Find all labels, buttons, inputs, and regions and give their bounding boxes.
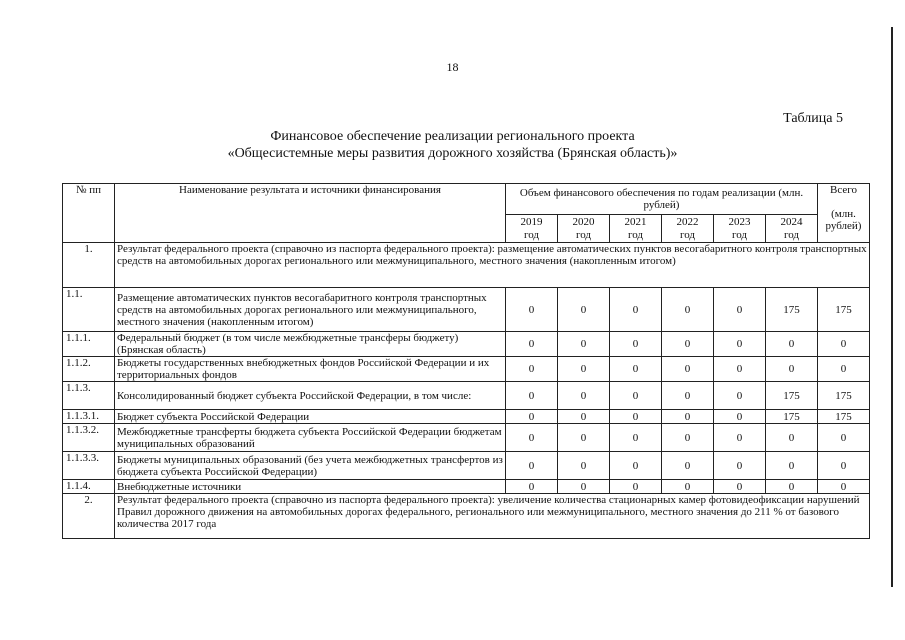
row-number: 2. [63, 494, 115, 539]
year-value-cell: 175 [766, 410, 818, 424]
header-volume: Объем финансового обеспечения по годам реализации (млн. рублей) [506, 184, 818, 215]
year-value-cell: 0 [766, 424, 818, 452]
year-value-cell: 0 [610, 332, 662, 357]
year-value-cell: 0 [558, 357, 610, 382]
row-number: 1.1. [63, 288, 115, 332]
year-value-cell: 0 [506, 452, 558, 480]
year-header-cell [662, 215, 714, 243]
row-name: Бюджеты государственных внебюджетных фондов Российской Федерации и их территориальных фондов [115, 357, 506, 382]
header-name: Наименование результата и источники финансирования [115, 184, 506, 243]
row-name: Бюджет субъекта Российской Федерации [115, 410, 506, 424]
year-value: 2019 [520, 215, 543, 228]
year-value-cell: 0 [610, 288, 662, 332]
scan-edge-bar [891, 27, 893, 587]
row-number: 1.1.2. [63, 357, 115, 382]
year-value-cell: 0 [610, 480, 662, 494]
title-line-1: Финансовое обеспечение реализации регионального проекта [270, 129, 635, 144]
year-unit: год [783, 228, 800, 241]
total-cell: 0 [818, 424, 870, 452]
year-unit: год [731, 228, 748, 241]
row-number: 1.1.3.3. [63, 452, 115, 480]
table-row [63, 332, 870, 357]
total-cell: 0 [818, 452, 870, 480]
year-value-cell: 0 [766, 452, 818, 480]
year-value: 2023 [728, 215, 751, 228]
year-value-cell: 0 [714, 288, 766, 332]
row-number: 1.1.3. [63, 382, 115, 410]
year-value-cell: 0 [766, 357, 818, 382]
year-value-cell: 0 [714, 382, 766, 410]
table-row [63, 243, 870, 288]
year-value-cell: 0 [662, 410, 714, 424]
year-value-cell: 0 [506, 424, 558, 452]
year-value-cell: 0 [558, 332, 610, 357]
year-value-cell: 0 [714, 452, 766, 480]
year-header-cell [610, 215, 662, 243]
year-value-cell: 0 [662, 288, 714, 332]
table-row [63, 410, 870, 424]
year-unit: год [523, 228, 540, 241]
year-value-cell: 0 [558, 288, 610, 332]
year-value-cell: 0 [662, 424, 714, 452]
year-header-cell [506, 215, 558, 243]
row-name: Консолидированный бюджет субъекта Российской Федерации, в том числе: [115, 382, 506, 410]
table-row [63, 452, 870, 480]
table-row [63, 357, 870, 382]
row-name: Федеральный бюджет (в том числе межбюджетные трансферы бюджету) (Брянская область) [115, 332, 506, 357]
year-value-cell: 0 [662, 480, 714, 494]
total-cell: 0 [818, 480, 870, 494]
year-value-cell: 0 [558, 452, 610, 480]
year-value-cell: 0 [714, 357, 766, 382]
year-header-cell [766, 215, 818, 243]
year-value-cell: 0 [558, 382, 610, 410]
row-number: 1.1.3.1. [63, 410, 115, 424]
row-number: 1.1.4. [63, 480, 115, 494]
total-cell: 175 [818, 288, 870, 332]
year-value-cell: 0 [714, 480, 766, 494]
row-number: 1. [63, 243, 115, 288]
page-number: 18 [446, 60, 459, 74]
table-row [63, 480, 870, 494]
table-row [63, 494, 870, 539]
row-number: 1.1.3.2. [63, 424, 115, 452]
year-value-cell: 0 [506, 480, 558, 494]
header-total [818, 184, 870, 243]
year-value-cell: 0 [662, 382, 714, 410]
year-value: 2021 [624, 215, 647, 228]
row-name: Внебюджетные источники [115, 480, 506, 494]
year-unit: год [627, 228, 644, 241]
year-value-cell: 0 [610, 382, 662, 410]
year-value: 2024 [780, 215, 803, 228]
total-cell: 0 [818, 332, 870, 357]
header-total-line2: (млн. рублей) [825, 208, 862, 232]
year-value-cell: 0 [610, 410, 662, 424]
year-value-cell: 0 [506, 357, 558, 382]
year-value-cell: 0 [714, 410, 766, 424]
table-row [63, 288, 870, 332]
year-value-cell: 0 [610, 452, 662, 480]
year-value-cell: 0 [506, 410, 558, 424]
year-value: 2022 [676, 215, 699, 228]
year-value-cell: 0 [558, 410, 610, 424]
row-number: 1.1.1. [63, 332, 115, 357]
result-description: Результат федерального проекта (справочно из паспорта федерального проекта): размещение автоматических пунктов весогабаритного контроля транспортных средств на автомобильных дорогах регионального или межмуниципального, местного значения (накопленным итогом) [115, 243, 870, 288]
financing-table [62, 183, 870, 539]
year-unit: год [679, 228, 696, 241]
year-unit: год [575, 228, 592, 241]
year-value-cell: 0 [662, 452, 714, 480]
year-value-cell: 0 [766, 332, 818, 357]
table-label: Таблица 5 [783, 111, 843, 126]
year-value-cell: 0 [506, 382, 558, 410]
year-value-cell: 0 [610, 424, 662, 452]
year-value-cell: 0 [610, 357, 662, 382]
row-name: Межбюджетные трансферты бюджета субъекта Российской Федерации бюджетам муниципальных образований [115, 424, 506, 452]
year-value-cell: 0 [662, 332, 714, 357]
year-value-cell: 0 [558, 424, 610, 452]
table-row [63, 424, 870, 452]
title-line-2: «Общесистемные меры развития дорожного хозяйства (Брянская область)» [227, 146, 678, 161]
header-num: № пп [63, 184, 115, 243]
result-description: Результат федерального проекта (справочно из паспорта федерального проекта): увеличение количества стационарных камер фотовидеофиксации нарушений Правил дорожного движения на автомобильных дорогах федерального, регионального или межмуниципального, местного значения до 211 % от базового количества 2017 года [115, 494, 870, 539]
year-value-cell: 0 [714, 424, 766, 452]
total-cell: 0 [818, 357, 870, 382]
year-value-cell: 0 [506, 288, 558, 332]
year-value-cell: 0 [506, 332, 558, 357]
total-cell: 175 [818, 382, 870, 410]
year-value-cell: 0 [714, 332, 766, 357]
year-value: 2020 [572, 215, 595, 228]
document-title [0, 128, 905, 162]
table-body [63, 243, 870, 539]
year-value-cell: 175 [766, 288, 818, 332]
table-row [63, 382, 870, 410]
row-name: Размещение автоматических пунктов весогабаритного контроля транспортных средств на автомобильных дорогах регионального или межмуниципального, местного значения (накопленным итогом) [115, 288, 506, 332]
header-total-line1: Всего [830, 184, 857, 196]
year-value-cell: 0 [662, 357, 714, 382]
year-value-cell: 0 [558, 480, 610, 494]
year-value-cell: 0 [766, 480, 818, 494]
year-header-cell [714, 215, 766, 243]
year-value-cell: 175 [766, 382, 818, 410]
year-header-cell [558, 215, 610, 243]
total-cell: 175 [818, 410, 870, 424]
row-name: Бюджеты муниципальных образований (без учета межбюджетных трансфертов из бюджета субъекта Российской Федерации) [115, 452, 506, 480]
